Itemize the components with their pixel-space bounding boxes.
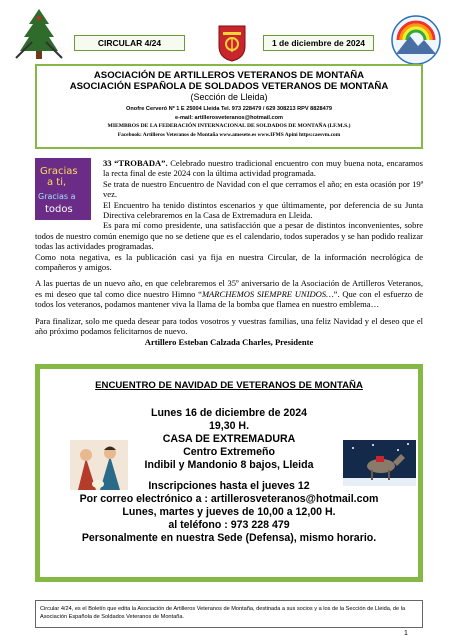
paragraph-satisfaccion: Es para mí como presidente, una satisfacción que a pesar de distintos inconvenientes, sobre todos de nuestro común enemigo que no se detiene que es el calendario, todos superados y se han podido realizar todas las actividades programadas. <box>35 220 423 252</box>
svg-text:Gracias: Gracias <box>40 166 78 177</box>
issue-date <box>263 35 374 51</box>
paragraph-escenarios: El Encuentro ha tenido distintos escenarios y que últimamente, por deferencia de su Junta Directiva celebraremos en la Casa de Extremadura en Lleida. <box>103 199 423 221</box>
association-name: ASOCIACIÓN DE ARTILLEROS VETERANOS DE MONTAÑA <box>93 70 365 81</box>
signature: Artillero Esteban Calzada Charles, Presidente <box>144 336 314 347</box>
event-venue: CASA DE EXTREMADURA <box>162 433 296 445</box>
social-links[interactable]: Facebook: Artilleros Veteranos de Montaña www.amesete.es www.IFMS Apini https:caesvm.com <box>117 132 341 138</box>
gracias-card-icon <box>35 158 91 220</box>
footer-text: Circular 4/24, es el Boletín que edita la Asociación de Artilleros Veteranos de Montaña, destinada a sus socios y a los de la Sección de Lleida, de la Asociación Española de Soldados Veteranos de Montaña. <box>40 606 406 620</box>
association-section: (Sección de Lleida) <box>190 92 268 102</box>
footer-note <box>35 600 423 628</box>
event-in-person: Personalmente en nuestra Sede (Defensa), mismo horario. <box>81 532 377 544</box>
event-phone[interactable]: al teléfono : 973 228 479 <box>168 519 290 531</box>
circular-label: CIRCULAR 4/24 <box>97 38 162 48</box>
event-email[interactable]: Por correo electrónico a : artillerosveteranos@hotmail.com <box>79 493 379 505</box>
svg-text:todos: todos <box>45 204 73 215</box>
event-centre: Centro Extremeño <box>183 446 275 458</box>
svg-text:a ti,: a ti, <box>47 177 67 188</box>
donkey-snow-icon <box>343 440 416 486</box>
federation-membership: MIEMBROS DE LA FEDERACIÓN INTERNACIONAL DE SOLDADOS DE MONTAÑA (I.F.M.S.) <box>107 123 351 129</box>
pine-tree-logo-icon <box>10 6 68 64</box>
association-email[interactable]: e-mail: artillerosveteranos@hotmail.com <box>174 115 284 121</box>
event-address: Indibil y Mandonio 8 bajos, Lleida <box>144 459 314 471</box>
association-address: Onofre Cerveró Nº 1 E 25004 Lleida Tel. 973 228479 / 629 308213 RPV 8828479 <box>126 106 332 112</box>
paragraph-aniversario: A las puertas de un nuevo año, en que celebraremos el 35º aniversario de la Asociación de Artilleros Veteranos, es mi deseo que tal como dice nuestro Himno “MARCHEMOS SIEMPRE UNIDOS…”. Que con el esfuerzo de todos los veteranos, podamos mantener viva la llama de la bomba que flamea en nuestro emblema… <box>35 278 423 310</box>
event-inscriptions: Inscripciones hasta el jueves 12 <box>148 480 310 492</box>
event-date: Lunes 16 de diciembre de 2024 <box>150 407 308 419</box>
nativity-dolls-icon <box>70 440 128 490</box>
circular-number <box>74 35 185 51</box>
paragraph-nota-negativa: Como nota negativa, es la publicación casi ya fija en nuestra Circular, de la información necrológica de compañeros y amigos. <box>35 251 423 273</box>
event-title: ENCUENTRO DE NAVIDAD DE VETERANOS DE MONTAÑA <box>95 380 363 391</box>
date-label: 1 de diciembre de 2024 <box>271 38 366 48</box>
artillery-emblem-icon <box>217 24 247 62</box>
paragraph-encuentro: Se trata de nuestro Encuentro de Navidad con el que cerramos el año; en esta ocasión por 19ª vez. <box>103 178 423 200</box>
association-name-secondary: ASOCIACIÓN ESPAÑOLA DE SOLDADOS VETERANOS DE MONTAÑA <box>69 81 389 92</box>
christmas-event-box <box>35 364 423 582</box>
paragraph-felicitacion: Para finalizar, solo me queda desear para todos vosotros y vuestras familias, una feliz Navidad y el deseo que el año próximo podamos felicitarnos de nuevo. <box>35 315 423 337</box>
mountain-rainbow-logo-icon <box>388 14 444 66</box>
circular-body <box>35 158 423 347</box>
association-header <box>35 64 423 149</box>
svg-text:Gracias a: Gracias a <box>38 192 76 201</box>
event-time: 19,30 H. <box>208 420 250 432</box>
event-hours: Lunes, martes y jueves de 10,00 a 12,00 H. <box>122 506 336 518</box>
paragraph-trobada: 33 “TROBADA”. Celebrado nuestro tradicional encuentro con muy buena nota, encaramos la recta final de este 2024 con la última actividad programada. <box>103 158 424 179</box>
page-number: 1 <box>404 630 408 637</box>
